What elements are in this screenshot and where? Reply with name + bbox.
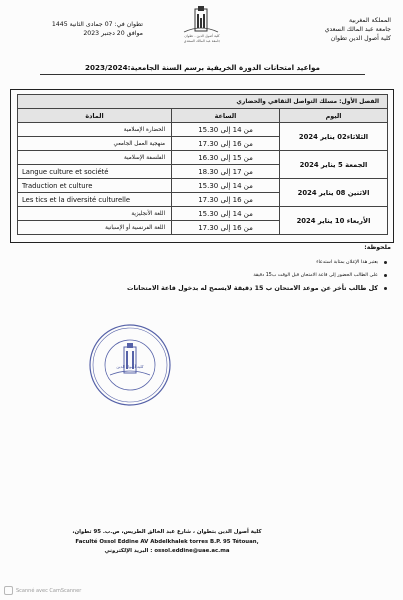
exam-day: الاثنين 08 يناير 2024 bbox=[280, 179, 388, 207]
exam-time: من 14 إلى 15.30 bbox=[172, 179, 280, 193]
table-row bbox=[18, 207, 388, 221]
exam-time: من 16 إلى 17.30 bbox=[172, 137, 280, 151]
exam-subject: Langue culture et société bbox=[18, 165, 172, 179]
camscanner-icon bbox=[4, 586, 13, 595]
exam-time: من 17 إلى 18.30 bbox=[172, 165, 280, 179]
exam-time: من 14 إلى 15.30 bbox=[172, 207, 280, 221]
scanner-watermark bbox=[4, 586, 81, 595]
schedule-frame bbox=[10, 89, 394, 243]
section-header: الفصل الأول: مسلك التواصل الثقافي والحضاري bbox=[18, 95, 388, 109]
exam-time: من 16 إلى 17.30 bbox=[172, 193, 280, 207]
note-item: يعتبر هذا الإعلان بمثابة استدعاء bbox=[87, 256, 387, 269]
note-item: كل طالب تأخر عن موعد الامتحان ب 15 دقيقة لايسمح له بدخول قاعة الامتحانات bbox=[87, 282, 387, 295]
ministry-header bbox=[251, 16, 391, 43]
scanner-label: Scanné avec CamScanner bbox=[16, 587, 82, 594]
exam-subject: Les tics et la diversité culturelle bbox=[18, 193, 172, 207]
logo-caption bbox=[168, 34, 236, 43]
column-header-subject: المادة bbox=[18, 109, 172, 123]
exam-schedule-table bbox=[17, 94, 388, 235]
table-row bbox=[18, 151, 388, 165]
exam-subject: الحضارة الإسلامية bbox=[18, 123, 172, 137]
footer-email: ossol.eddine@uae.ac.ma : البريد الإلكتروني bbox=[104, 548, 230, 554]
exam-subject: منهجية العمل الجامعي bbox=[18, 137, 172, 151]
hijri-date: تطوان في: 07 جمادى الثانية 1445 bbox=[51, 21, 143, 28]
stamp-caption: كلية أصول الدين bbox=[116, 364, 144, 369]
column-header-time: الساعة bbox=[172, 109, 280, 123]
header-line: جامعة عبد المالك السعدي bbox=[324, 26, 391, 33]
exam-subject: الفلسفة الإسلامية bbox=[18, 151, 172, 165]
note-item: على الطالب الحضور إلى قاعة الامتحان قبل الوقت ب15 دقيقة bbox=[87, 269, 387, 282]
logo-caption-line: كلية أصول الدين - تطوان bbox=[184, 34, 220, 38]
table-row bbox=[18, 179, 388, 193]
header-line: كلية أصول الدين تطوان bbox=[330, 35, 391, 42]
date-header bbox=[18, 20, 143, 38]
exam-subject: Traduction et culture bbox=[18, 179, 172, 193]
table-row bbox=[18, 123, 388, 137]
exam-day: الثلاثاء02 يناير 2024 bbox=[280, 123, 388, 151]
faculty-footer bbox=[47, 528, 287, 557]
exam-time: من 14 إلى 15.30 bbox=[172, 123, 280, 137]
footer-address-ar: كلية أصول الدين بتطوان ، شارع عبد الخالق الطريس، ص.ب. 95 تطوان، bbox=[72, 529, 262, 535]
logo-caption-line: جامعة عبد المالك السعدي bbox=[183, 38, 221, 43]
exam-day: الجمعة 5 يناير 2024 bbox=[280, 151, 388, 179]
exam-subject: اللغة الفرنسية أو الإسبانية bbox=[18, 221, 172, 235]
exam-time: من 15 إلى 16.30 bbox=[172, 151, 280, 165]
exam-subject: اللغة الأنجليزية bbox=[18, 207, 172, 221]
exam-time: من 16 إلى 17.30 bbox=[172, 221, 280, 235]
header-line: المملكة المغربية bbox=[349, 17, 391, 24]
footer-address-fr: Faculté Ossol Eddine AV Abdelkhalek torres B.P. 95 Tétouan, bbox=[75, 538, 259, 545]
column-header-day: اليوم bbox=[280, 109, 388, 123]
notes-list bbox=[87, 256, 387, 295]
notes-title: ملحوظة: bbox=[364, 244, 391, 251]
exam-day: الأربعاء 10 يناير 2024 bbox=[280, 207, 388, 235]
page-title: مواعيد امتحانات الدورة الخريفية برسم السنة الجامعية:2023/2024 bbox=[85, 63, 320, 72]
title-underline bbox=[40, 74, 365, 75]
gregorian-date: موافق 20 دجنبر 2023 bbox=[83, 30, 143, 37]
